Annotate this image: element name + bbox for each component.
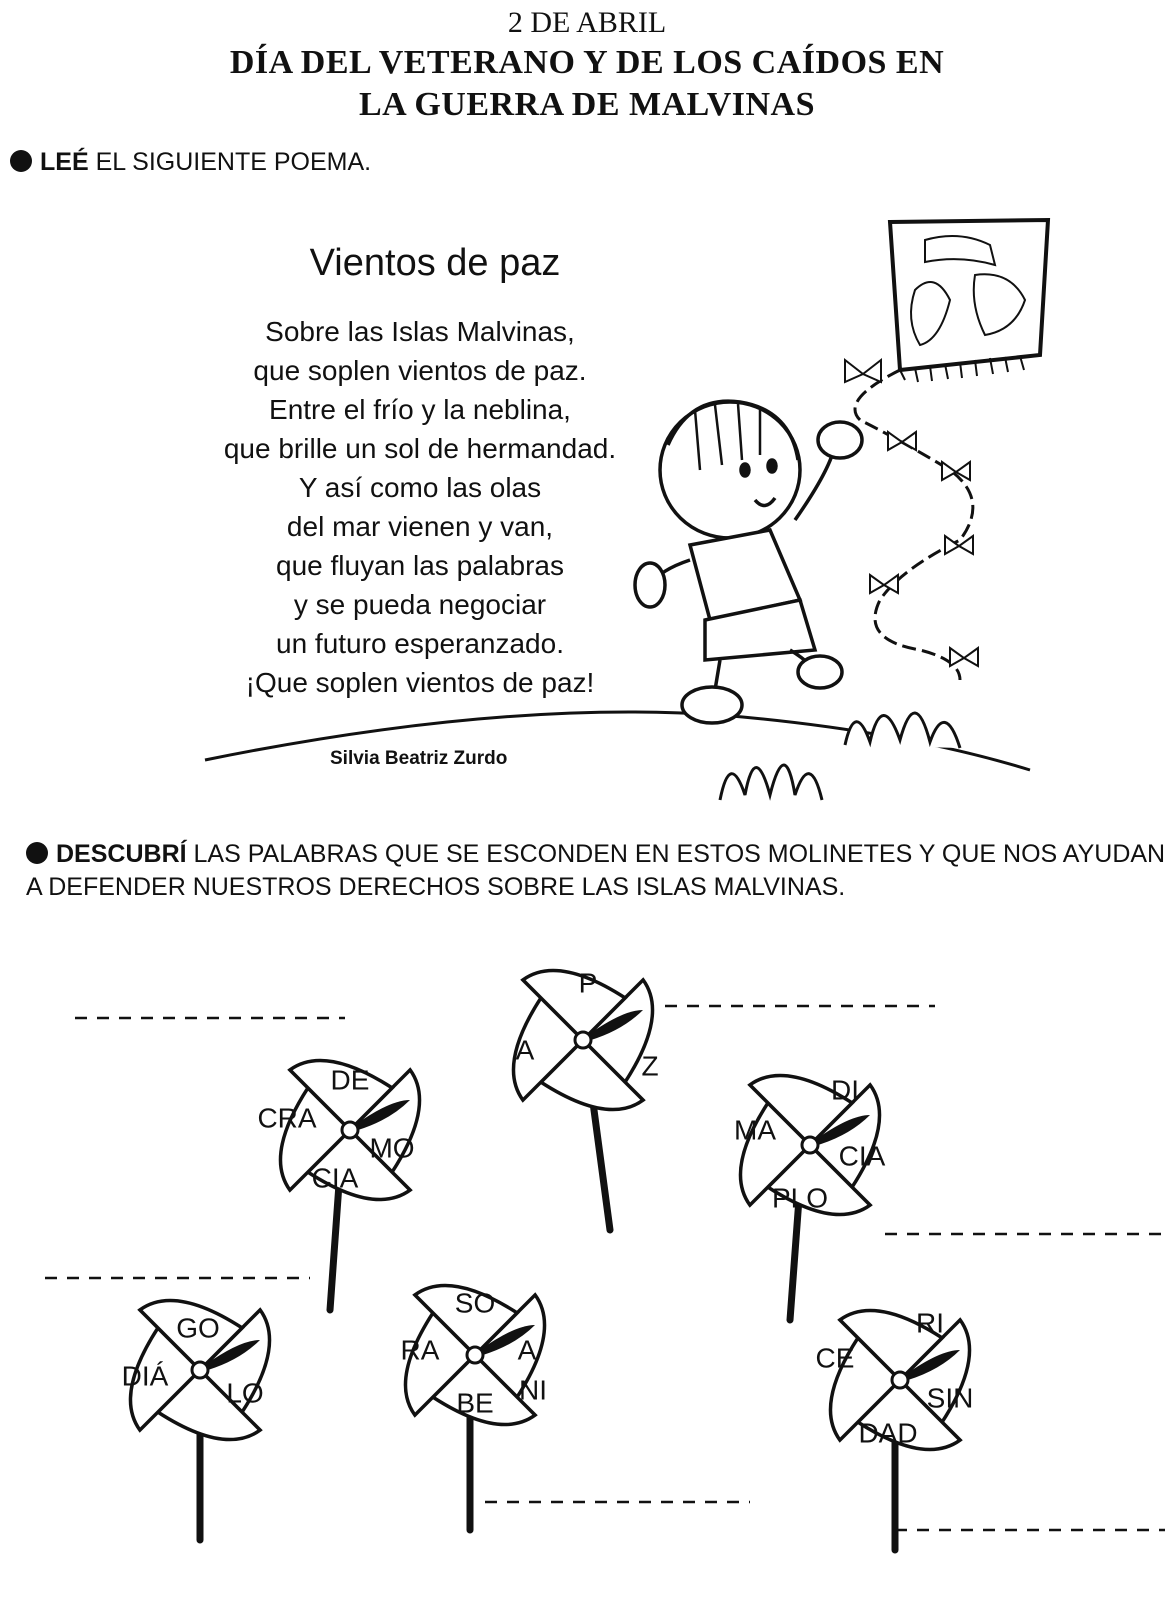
pinwheel-hub <box>802 1137 818 1153</box>
pinwheel-syllable: A <box>515 1034 535 1066</box>
instruction-text: EL SIGUIENTE POEMA. <box>88 148 372 176</box>
date-heading: 2 DE ABRIL <box>507 6 667 39</box>
page-title-line-1: DÍA DEL VETERANO Y DE LOS CAÍDOS EN <box>229 44 945 81</box>
pinwheel-diplomacia <box>734 1074 886 1320</box>
pinwheel-syllable: CRA <box>257 1102 317 1134</box>
pinwheel-syllable: PLO <box>771 1182 829 1214</box>
poem-line: del mar vienen y van, <box>286 511 554 542</box>
pinwheel-dialogo <box>122 1300 270 1540</box>
pinwheel-syllable: MO <box>369 1132 415 1164</box>
poem-line: un futuro esperanzado. <box>276 628 564 659</box>
pinwheel-hub <box>467 1347 483 1363</box>
pinwheel-democracia <box>257 1060 419 1310</box>
pinwheel-syllable: CE <box>815 1342 855 1374</box>
pinwheel-sinceridad <box>816 1307 974 1550</box>
pinwheel-syllable: MA <box>734 1114 776 1146</box>
pinwheel-syllable: RA <box>400 1334 440 1366</box>
poem-line: que brille un sol de hermandad. <box>223 433 617 464</box>
poem-line: Sobre las Islas Malvinas, <box>265 316 575 347</box>
page-title-line-2: LA GUERRA DE MALVINAS <box>358 86 816 123</box>
pinwheel-paz <box>513 967 658 1230</box>
poem-line: que fluyan las palabras <box>276 550 564 581</box>
pinwheel-syllable: LO <box>226 1377 264 1409</box>
poem-line: que soplen vientos de paz. <box>253 355 587 386</box>
pinwheel-hub <box>192 1362 208 1378</box>
pinwheel-syllable: DE <box>330 1064 370 1096</box>
poem-line: ¡Que soplen vientos de paz! <box>245 667 595 698</box>
poem-line: Entre el frío y la neblina, <box>269 394 571 425</box>
poem-title: Vientos de paz <box>309 242 561 284</box>
pinwheel-hub <box>342 1122 358 1138</box>
pinwheel-syllable: NI <box>519 1374 547 1406</box>
pinwheel-syllable: Z <box>641 1050 659 1082</box>
pinwheel-syllable: GO <box>176 1312 220 1344</box>
pinwheel-syllable: BE <box>456 1387 494 1419</box>
poem-line: Y así como las olas <box>298 472 542 503</box>
pinwheel-syllable: SO <box>454 1287 496 1319</box>
pinwheel-syllable: CIA <box>838 1140 886 1172</box>
pinwheel-syllable: A <box>517 1334 537 1366</box>
pinwheel-soberania <box>401 1285 547 1530</box>
pinwheel-syllable: DI <box>831 1074 859 1106</box>
poem-author: Silvia Beatriz Zurdo <box>330 748 508 769</box>
pinwheel-syllable: CIA <box>311 1162 359 1194</box>
pinwheel-syllable: RI <box>916 1307 944 1339</box>
pinwheel-hub <box>575 1032 591 1048</box>
pinwheel-hub <box>892 1372 908 1388</box>
instruction-verb: DESCUBRÍ <box>56 840 187 868</box>
pinwheel-syllable: SIN <box>926 1382 974 1414</box>
pinwheel-syllable: DAD <box>858 1417 918 1449</box>
instruction-verb: LEÉ <box>40 148 89 176</box>
poem-line: y se pueda negociar <box>293 589 547 620</box>
pinwheel-syllable: P <box>578 967 598 999</box>
instruction-text-line-2: A DEFENDER NUESTROS DERECHOS SOBRE LAS ISLAS MALVINAS. <box>26 873 846 901</box>
instruction-text-line-1: LAS PALABRAS QUE SE ESCONDEN EN ESTOS MOLINETES Y QUE NOS AYUDAN <box>186 840 1166 868</box>
pinwheel-syllable: DIÁ <box>121 1360 169 1392</box>
